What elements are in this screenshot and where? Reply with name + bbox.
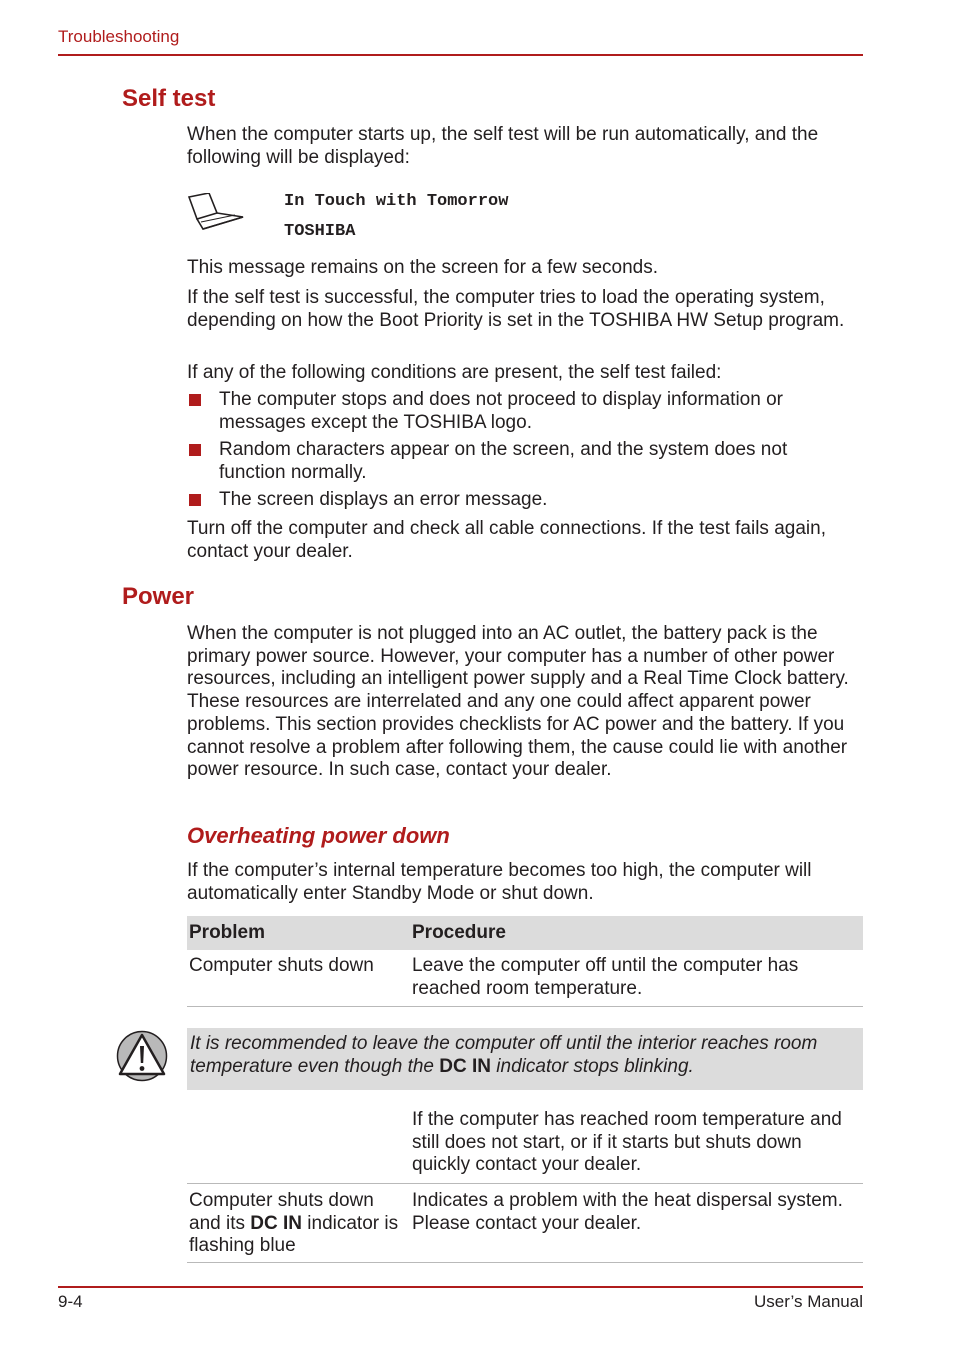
bullet-square-icon bbox=[189, 494, 201, 506]
cable-check-text: Turn off the computer and check all cable connections. If the test fails again, contact your dealer. bbox=[187, 518, 826, 562]
table-row: If the computer has reached room temperature and still does not start, or if it starts but shuts down quickly contact your dealer. bbox=[412, 1109, 842, 1175]
bullet-square-icon bbox=[189, 394, 201, 406]
overheating-intro: If the computer’s internal temperature becomes too high, the computer will automatically enter Standby Mode or shut down. bbox=[187, 860, 812, 904]
self-test-fail-intro: If any of the following conditions are present, the self test failed: bbox=[187, 362, 722, 383]
table-row: Computer shuts down Leave the computer off until the computer has reached room temperature. bbox=[189, 955, 799, 999]
overheating-heading: Overheating power down bbox=[187, 823, 450, 848]
screen-message-line1: In Touch with Tomorrow bbox=[284, 192, 509, 211]
column-header-procedure: Procedure bbox=[412, 922, 506, 943]
bullet-square-icon bbox=[189, 444, 201, 456]
footer-rule bbox=[58, 1286, 863, 1288]
column-header-problem: Problem bbox=[189, 922, 266, 943]
laptop-icon bbox=[187, 193, 247, 238]
note-text: It is recommended to leave the computer off until the interior reaches room temperature even though the DC IN indicator stops blinking. bbox=[190, 1033, 818, 1077]
warning-icon bbox=[116, 1030, 168, 1087]
header-rule bbox=[58, 54, 863, 56]
power-heading: Power bbox=[122, 583, 195, 610]
table-divider bbox=[187, 1183, 863, 1184]
message-duration-text: This message remains on the screen for a few seconds. bbox=[187, 257, 659, 278]
table-divider bbox=[187, 1006, 863, 1007]
self-test-heading: Self test bbox=[122, 85, 216, 112]
self-test-intro: When the computer starts up, the self test will be run automatically, and the following will be displayed: bbox=[187, 124, 819, 168]
table-header-row bbox=[187, 916, 863, 950]
page-number: 9-4 bbox=[58, 1292, 83, 1311]
manual-title: User’s Manual bbox=[754, 1292, 863, 1311]
running-header: Troubleshooting bbox=[58, 27, 180, 46]
note-box bbox=[187, 1028, 863, 1090]
table-row: Computer shuts down and its DC IN indicator is flashing blue Indicates a problem with the heat dispersal system. Please contact your dealer. bbox=[189, 1190, 843, 1256]
self-test-success-text: If the self test is successful, the computer tries to load the operating system, depending on how the Boot Priority is set in the TOSHIBA HW Setup program. bbox=[187, 287, 845, 331]
table-divider bbox=[187, 1262, 863, 1263]
screen-message-line2: TOSHIBA bbox=[284, 222, 356, 241]
power-body: When the computer is not plugged into an AC outlet, the battery pack is the primary power source. However, your computer has a number of other power resources, including an intelligent power supply and a Real Time Clock battery. These resources are interrelated and any one could affect apparent power problems. This section provides checklists for AC power and the battery. If you cannot resolve a problem after following them, the cause could lie with another power resource. In such case, contact your dealer. bbox=[187, 623, 849, 781]
